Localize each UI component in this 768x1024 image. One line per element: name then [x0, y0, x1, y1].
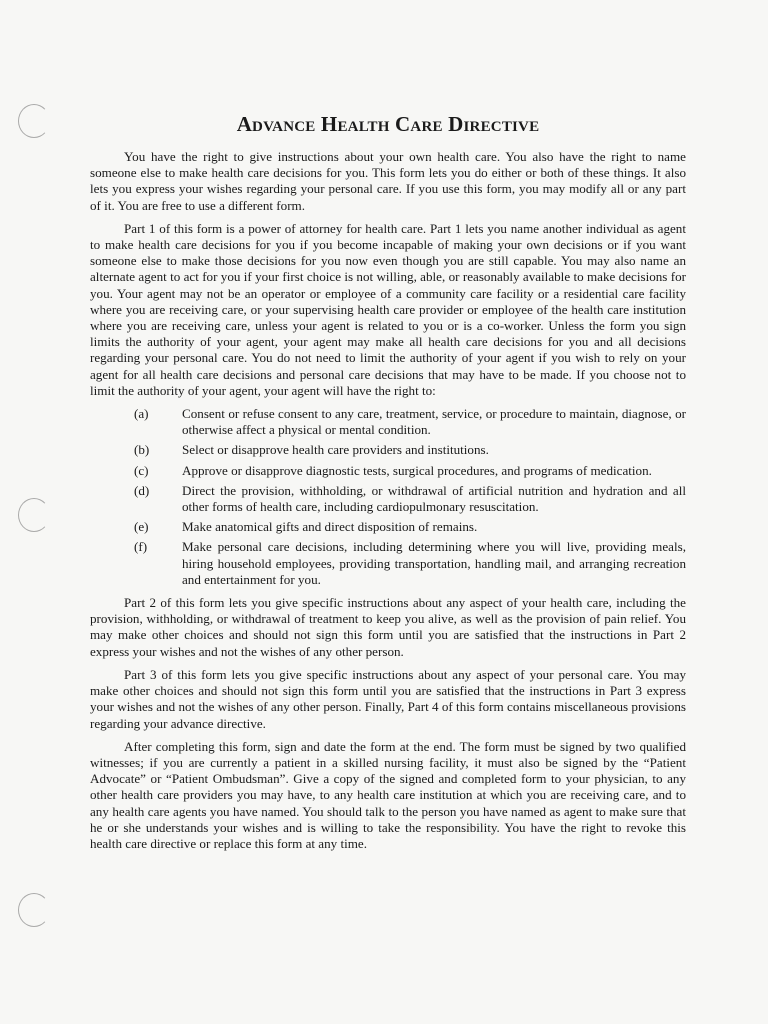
list-marker: (b) [134, 442, 150, 458]
paragraph-part1: Part 1 of this form is a power of attorney for health care. Part 1 lets you name another individual as agent to make health care decisions for you if you become incapable of making your own decisions or if you want someone else to make those decisions for you now even though you are still capable. You may also name an alternate agent to act for you if your first choice is not willing, able, or reasonably available to make decisions for you. Your agent may not be an operator or employee of a community care facility or a residential care facility where you are receiving care, or your supervising health care provider or employee of the health care institution where you are receiving care, unless your agent is related to you or is a co-worker. Unless the form you sign limits the authority of your agent, your agent may make all health care decisions for you and all decisions regarding your personal care. You do not need to limit the authority of your agent if you wish to rely on your agent for all health care decisions and personal care decisions that may have to be made. If you choose not to limit the authority of your agent, your agent will have the right to: [90, 220, 686, 398]
list-text: Make personal care decisions, including determining where you will live, providing meals, hiring household employees, providing transportation, handling mail, and arranging recreation and entertainment for you. [182, 539, 686, 587]
document-page [90, 112, 686, 859]
list-marker: (c) [134, 462, 149, 478]
list-text: Direct the provision, withholding, or withdrawal of artificial nutrition and hydration and all other forms of health care, including cardiopulmonary resuscitation. [182, 482, 686, 515]
list-item [90, 483, 686, 515]
list-text: Select or disapprove health care providers and institutions. [182, 442, 489, 458]
list-marker: (d) [134, 482, 150, 498]
punch-hole-middle [18, 498, 50, 532]
paragraph-part3: Part 3 of this form lets you give specific instructions about any aspect of your personal care. You may make other choices and should not sign this form until you are satisfied that the instructions in Part 3 express your wishes and not the wishes of any other person. Finally, Part 4 of this form contains miscellaneous provisions regarding your advance directive. [90, 666, 686, 731]
list-marker: (a) [134, 406, 149, 422]
punch-hole-bottom [18, 893, 50, 927]
list-item [90, 442, 686, 458]
list-marker: (f) [134, 539, 148, 555]
list-text: Make anatomical gifts and direct disposition of remains. [182, 519, 478, 535]
list-item [90, 519, 686, 535]
paragraph-part2: Part 2 of this form lets you give specific instructions about any aspect of your health care, including the provision, withholding, or withdrawal of treatment to keep you alive, as well as the provision of pain relief. You may make other choices and should not sign this form until you are satisfied that the instructions in Part 2 express your wishes and not the wishes of any other person. [90, 595, 686, 659]
agent-rights-list [90, 406, 686, 588]
paragraph-signing: After completing this form, sign and date the form at the end. The form must be signed by two qualified witnesses; if you are currently a patient in a skilled nursing facility, it must also be signed by the “Patient Advocate” or “Patient Ombudsman”. Give a copy of the signed and completed form to your physician, to any other health care providers you may have, to any health care institution at which you are receiving care, and to any health care agents you have named. You should talk to the person you have named as agent to make sure that he or she understands your wishes and is willing to take the responsibility. You have the right to revoke this health care directive or replace this form at any time. [90, 738, 686, 851]
paragraph-intro: You have the right to give instructions about your own health care. You also have the right to name someone else to make health care decisions for you. This form lets you do either or both of these things. It also lets you express your wishes regarding your personal care. If you use this form, you may modify all or any part of it. You are free to use a different form. [90, 149, 686, 213]
list-text: Approve or disapprove diagnostic tests, surgical procedures, and programs of medication. [182, 462, 652, 478]
document-title: Advance Health Care Directive [236, 112, 540, 136]
list-item [90, 463, 686, 479]
punch-hole-top [18, 104, 50, 138]
list-marker: (e) [134, 519, 149, 535]
list-item [90, 539, 686, 588]
list-text: Consent or refuse consent to any care, treatment, service, or procedure to maintain, diagnose, or otherwise affect a physical or mental condition. [182, 406, 686, 438]
list-item [90, 406, 686, 438]
